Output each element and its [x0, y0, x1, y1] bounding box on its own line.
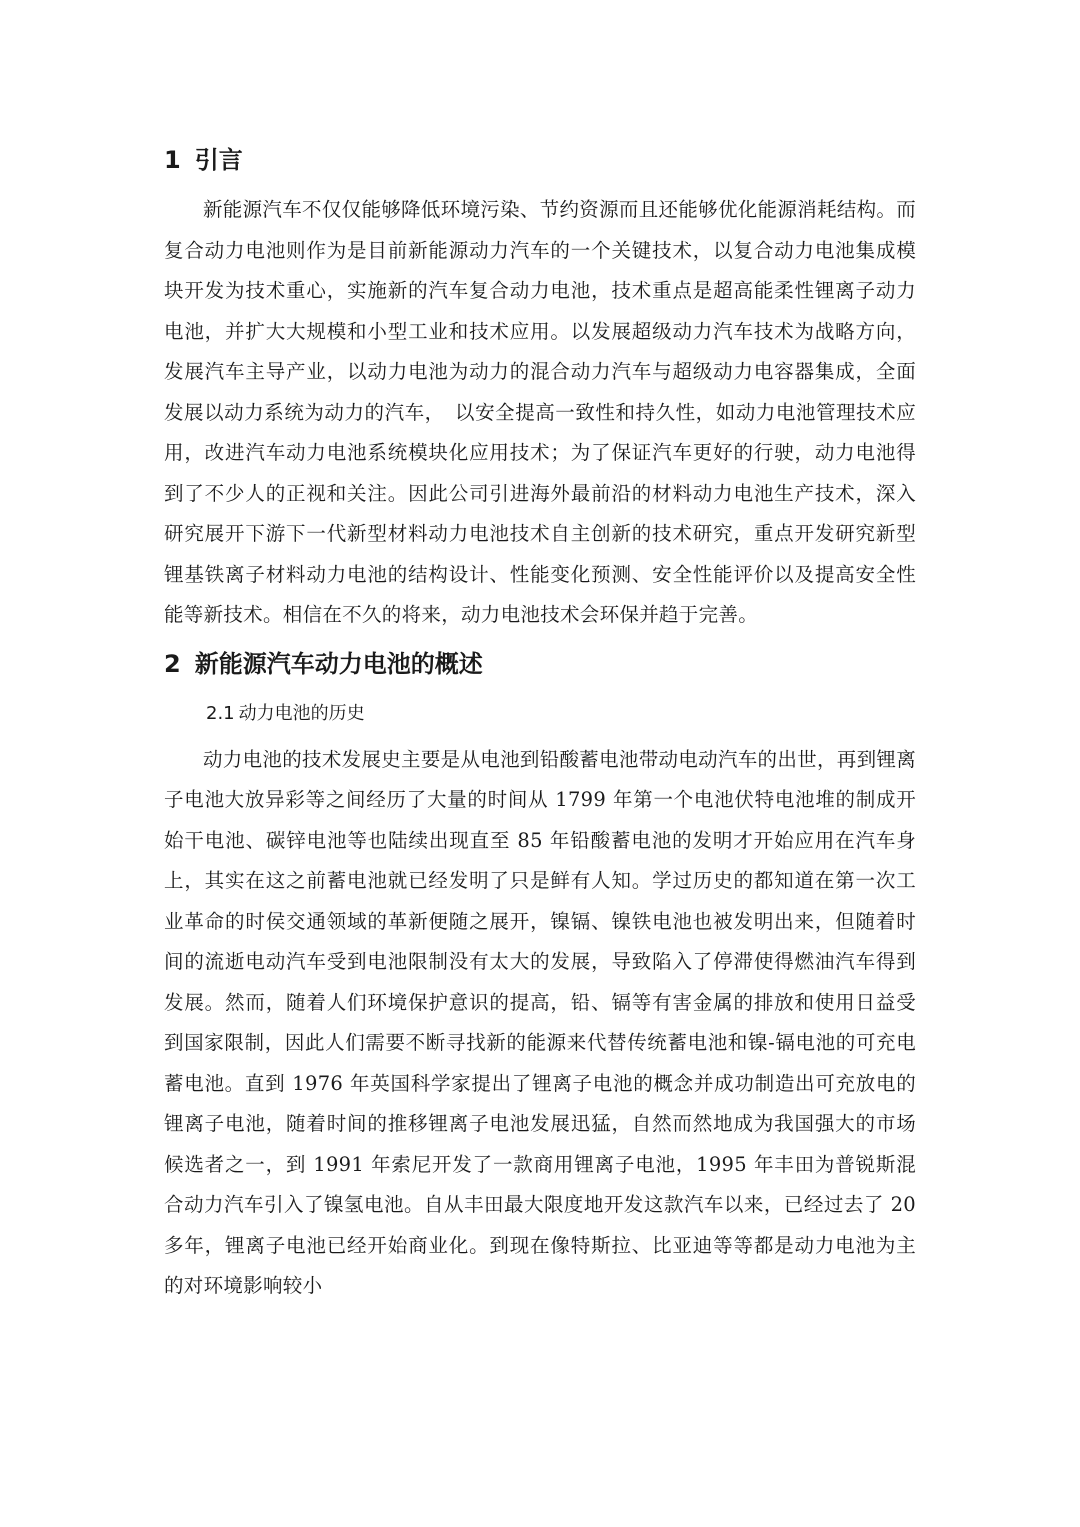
- subsection-2-1-number: 2.1: [206, 702, 235, 724]
- section-2-number: 2: [164, 649, 181, 678]
- section-1-title: 引言: [194, 146, 243, 174]
- subsection-2-1-title: 动力电池的历史: [238, 702, 365, 724]
- section-1-number: 1: [164, 146, 181, 174]
- section-1-heading: [164, 140, 916, 180]
- section-2-paragraph: 动力电池的技术发展史主要是从电池到铅酸蓄电池带动电动汽车的出世，再到锂离子电池大放异彩等之间经历了大量的时间从 1799 年第一个电池伏特电池堆的制成开始干电池、碳锌电池等也陆续出现直至 85 年铅酸蓄电池的发明才开始应用在汽车身上，其实在这之前蓄电池就已经发明了只是鲜有人知。学过历史的都知道在第一次工业革命的时侯交通领域的革新便随之展开，镍镉、镍铁电池也被发明出来，但随着时间的流逝电动汽车受到电池限制没有太大的发展，导致陷入了停滞使得燃油汽车得到发展。然而，随着人们环境保护意识的提高，铅、镉等有害金属的排放和使用日益受到国家限制，因此人们需要不断寻找新的能源来代替传统蓄电池和镍-镉电池的可充电蓄电池。直到 1976 年英国科学家提出了锂离子电池的概念并成功制造出可充放电的锂离子电池，随着时间的推移锂离子电池发展迅猛，自然而然地成为我国强大的市场候选者之一，到 1991 年索尼开发了一款商用锂离子电池，1995 年丰田为普锐斯混合动力汽车引入了镍氢电池。自从丰田最大限度地开发这款汽车以来，已经过去了 20 多年，锂离子电池已经开始商业化。到现在像特斯拉、比亚迪等等都是动力电池为主的对环境影响较小: [164, 747, 916, 1297]
- page-content: [164, 140, 916, 1307]
- section-1-paragraph: 新能源汽车不仅仅能够降低环境污染、节约资源而且还能够优化能源消耗结构。而复合动力电池则作为是目前新能源动力汽车的一个关键技术，以复合动力电池集成模块开发为技术重心，实施新的汽车复合动力电池，技术重点是超高能柔性锂离子动力电池，并扩大大规模和小型工业和技术应用。以发展超级动力汽车技术为战略方向，发展汽车主导产业，以动力电池为动力的混合动力汽车与超级动力电容器集成，全面发展以动力系统为动力的汽车， 以安全提高一致性和持久性，如动力电池管理技术应用，改进汽车动力电池系统模块化应用技术；为了保证汽车更好的行驶，动力电池得到了不少人的正视和关注。因此公司引进海外最前沿的材料动力电池生产技术，深入研究展开下游下一代新型材料动力电池技术自主创新的技术研究，重点开发研究新型锂基铁离子材料动力电池的结构设计、性能变化预测、安全性能评价以及提高安全性能等新技术。相信在不久的将来，动力电池技术会环保并趋于完善。: [164, 198, 916, 626]
- subsection-2-1-heading: [206, 696, 916, 732]
- section-2-heading: [164, 644, 916, 684]
- section-2-title: 新能源汽车动力电池的概述: [194, 649, 483, 678]
